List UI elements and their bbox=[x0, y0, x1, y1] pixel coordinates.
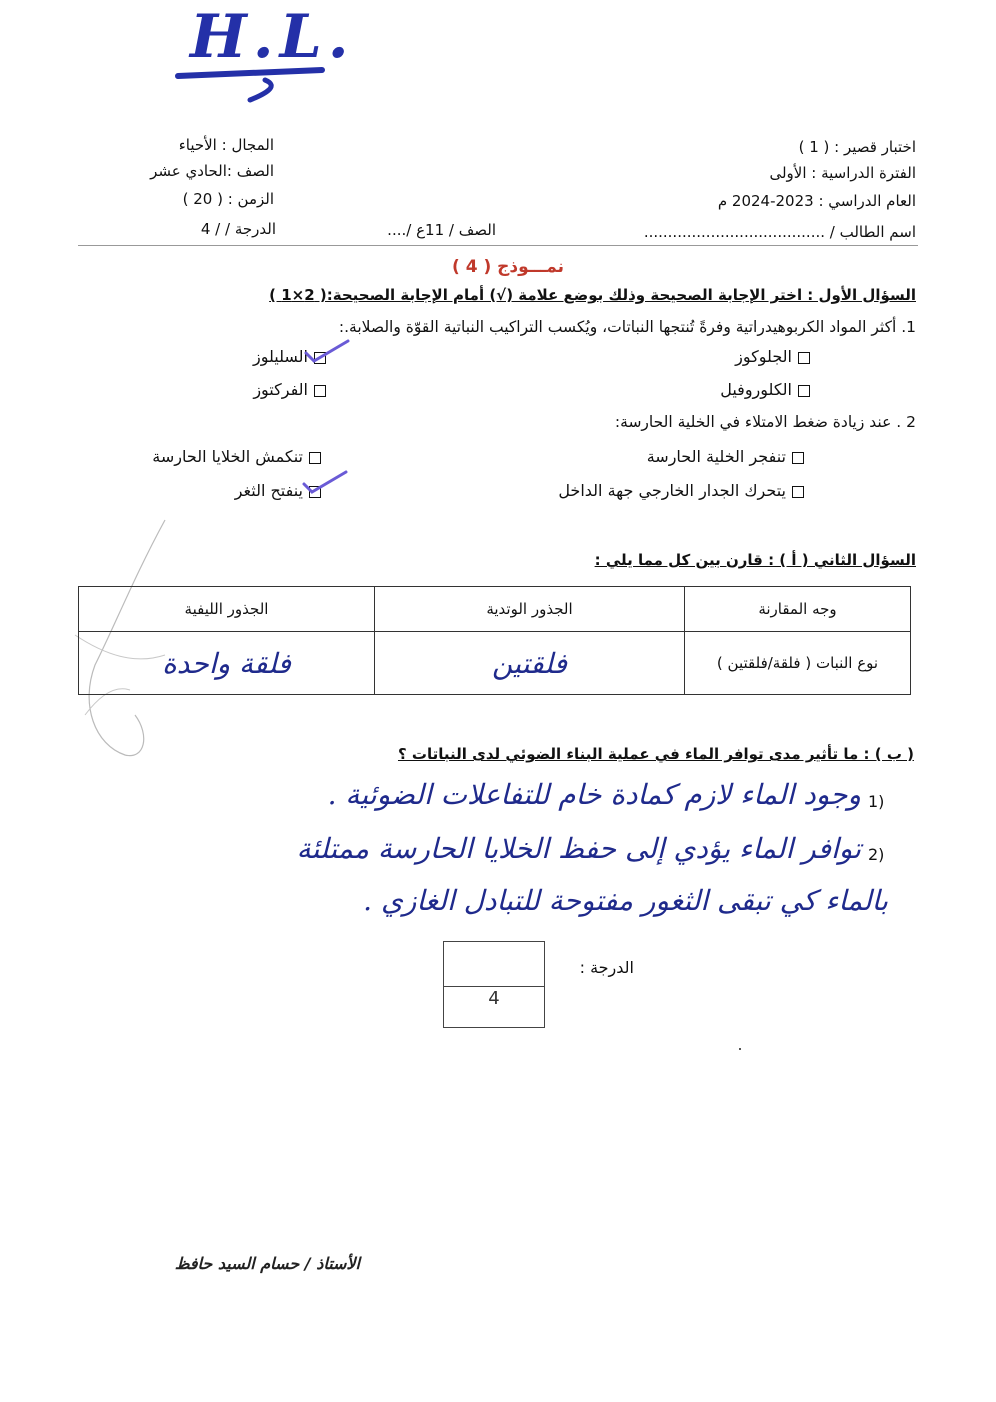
grade-label: الدرجة : bbox=[579, 958, 634, 977]
checkbox[interactable] bbox=[798, 385, 810, 397]
handwritten-answer-line: توافر الماء يؤدي إلى حفظ الخلايا الحارسة ممتلئة bbox=[296, 832, 861, 865]
q1-item2-option-c[interactable]: يتحرك الجدار الخارجي جهة الداخل bbox=[558, 481, 804, 500]
grade-value: 4 bbox=[488, 988, 500, 1009]
header-period: الفترة الدراسية : الأولى bbox=[769, 164, 916, 182]
q1-item2-option-a[interactable]: تنفجر الخلية الحارسة bbox=[647, 447, 804, 466]
class-field[interactable]: الصف / 11ع /.... bbox=[387, 221, 496, 239]
q2b-title: ( ب ) : ما تأثير مدى توافر الماء في عملية البناء الضوئي لدى النباتات ؟ bbox=[397, 745, 914, 763]
check-mark-icon bbox=[302, 335, 352, 365]
answer-number: 2) bbox=[868, 845, 885, 864]
checkbox[interactable] bbox=[792, 452, 804, 464]
handwritten-answer: فلقة واحدة bbox=[162, 646, 291, 680]
answer-number: 1) bbox=[868, 792, 885, 811]
table-header-cell: وجه المقارنة bbox=[685, 587, 911, 632]
q1-item1-stem: 1. أكثر المواد الكربوهيدراتية وفرةً تُنتجها النباتات، ويُكسب التراكيب النباتية القوّة والصلابة.: bbox=[338, 318, 916, 336]
checkbox[interactable] bbox=[792, 486, 804, 498]
teacher-initials: H.L. bbox=[190, 2, 355, 72]
handwritten-answer: فلقتين bbox=[491, 646, 568, 680]
table-header-cell: الجذور الوتدية bbox=[375, 587, 685, 632]
q1-item1-option-a[interactable]: الجلوكوز bbox=[735, 347, 810, 366]
grade-box bbox=[443, 941, 545, 1028]
handwritten-answer-line: وجود الماء لازم كمادة خام للتفاعلات الضوئية . bbox=[327, 778, 861, 811]
header-year: العام الدراسي : 2023-2024 م bbox=[717, 192, 916, 210]
q1-item1-option-d[interactable]: الفركتوز bbox=[253, 380, 326, 399]
table-answer-cell[interactable] bbox=[79, 632, 375, 695]
header-divider bbox=[78, 245, 918, 246]
header-domain: المجال : الأحياء bbox=[178, 136, 274, 154]
comparison-table bbox=[78, 586, 911, 695]
check-mark-icon bbox=[300, 466, 350, 496]
table-row-label: نوع النبات ( فلقة/فلقتين ) bbox=[685, 632, 911, 695]
q1-title: السؤال الأول : اختر الإجابة الصحيحة وذلك بوضع علامة (√) أمام الإجابة الصحيحة:( 2×1 ) bbox=[269, 286, 916, 304]
q1-item2-stem: 2 . عند زيادة ضغط الامتلاء في الخلية الحارسة: bbox=[614, 413, 916, 431]
header-time: الزمن : ( 20 ) bbox=[182, 190, 274, 208]
q1-item1-option-b[interactable]: السليلوز bbox=[253, 347, 326, 366]
header-quiz: اختبار قصير : ( 1 ) bbox=[798, 138, 916, 156]
checkbox[interactable] bbox=[314, 385, 326, 397]
stray-dot bbox=[739, 1048, 741, 1050]
model-label: نمـــوذج ( 4 ) bbox=[452, 257, 564, 277]
table-answer-cell[interactable] bbox=[375, 632, 685, 695]
q1-item2-option-b[interactable]: تنكمش الخلايا الحارسة bbox=[152, 447, 321, 466]
q2a-title: السؤال الثاني ( أ ) : قارن بين كل مما يلي : bbox=[594, 551, 916, 569]
table-header-cell: الجذور الليفية bbox=[79, 587, 375, 632]
teacher-signature: الأستاذ / حسام السيد حافظ bbox=[174, 1254, 360, 1273]
checkbox[interactable] bbox=[309, 452, 321, 464]
header-grade: الصف :الحادي عشر bbox=[150, 162, 274, 180]
handwritten-answer-line: بالماء كي تبقى الثغور مفتوحة للتبادل الغازي . bbox=[363, 884, 888, 917]
checkbox[interactable] bbox=[798, 352, 810, 364]
q1-item2-option-d[interactable]: ينفتح الثغر bbox=[235, 481, 321, 500]
initials-underline bbox=[170, 60, 330, 110]
score-field: الدرجة / / 4 bbox=[200, 220, 276, 238]
student-name-field[interactable]: اسم الطالب / ...................................... bbox=[643, 223, 916, 241]
q1-item1-option-c[interactable]: الكلوروفيل bbox=[720, 380, 810, 399]
